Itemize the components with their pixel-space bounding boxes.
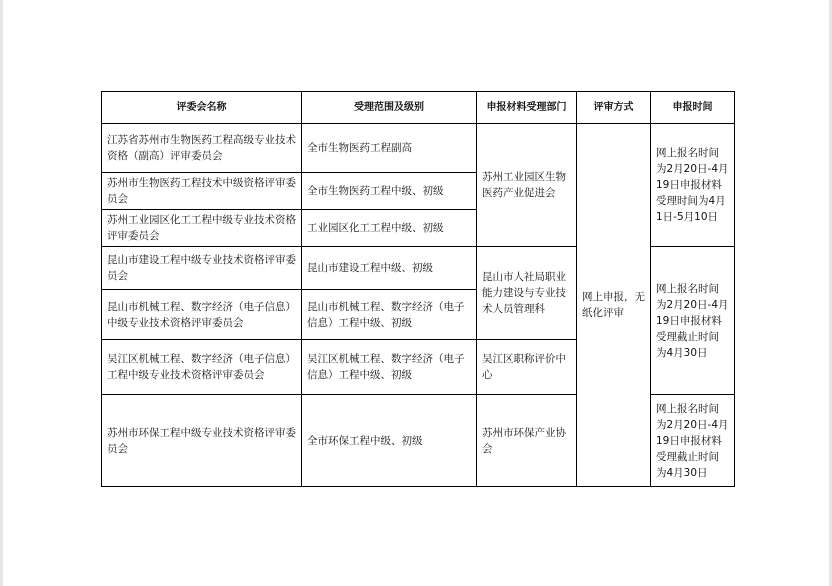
header-scope: 受理范围及级别 bbox=[302, 92, 477, 124]
time-cell: 网上报名时间为2月20日-4月19日申报材料受理时间为4月1日-5月10日 bbox=[651, 124, 735, 247]
time-cell: 网上报名时间为2月20日-4月19日申报材料受理截止时间为4月30日 bbox=[651, 247, 735, 395]
method-cell: 网上申报，无纸化评审 bbox=[577, 124, 651, 487]
review-committee-table bbox=[101, 91, 735, 487]
scope-cell: 吴江区机械工程、数字经济（电子信息）工程中级、初级 bbox=[302, 340, 477, 395]
header-time: 申报时间 bbox=[651, 92, 735, 124]
committee-cell: 苏州市环保工程中级专业技术资格评审委员会 bbox=[102, 395, 302, 487]
committee-cell: 吴江区机械工程、数字经济（电子信息）工程中级专业技术资格评审委员会 bbox=[102, 340, 302, 395]
scope-cell: 全市环保工程中级、初级 bbox=[302, 395, 477, 487]
header-method: 评审方式 bbox=[577, 92, 651, 124]
header-dept: 申报材料受理部门 bbox=[477, 92, 577, 124]
dept-cell: 吴江区职称评价中心 bbox=[477, 340, 577, 395]
table-row bbox=[102, 124, 735, 173]
dept-cell: 苏州工业园区生物医药产业促进会 bbox=[477, 124, 577, 247]
committee-cell: 昆山市建设工程中级专业技术资格评审委员会 bbox=[102, 247, 302, 290]
header-committee: 评委会名称 bbox=[102, 92, 302, 124]
scope-cell: 工业园区化工工程中级、初级 bbox=[302, 210, 477, 247]
time-cell: 网上报名时间为2月20日-4月19日申报材料受理截止时间为4月30日 bbox=[651, 395, 735, 487]
committee-cell: 苏州工业园区化工工程中级专业技术资格评审委员会 bbox=[102, 210, 302, 247]
scope-cell: 昆山市机械工程、数字经济（电子信息）工程中级、初级 bbox=[302, 290, 477, 340]
page-edge-left bbox=[0, 0, 3, 586]
table-header-row bbox=[102, 92, 735, 124]
scope-cell: 全市生物医药工程副高 bbox=[302, 124, 477, 173]
committee-cell: 昆山市机械工程、数字经济（电子信息）中级专业技术资格评审委员会 bbox=[102, 290, 302, 340]
dept-cell: 昆山市人社局职业能力建设与专业技术人员管理科 bbox=[477, 247, 577, 340]
committee-cell: 江苏省苏州市生物医药工程高级专业技术资格（副高）评审委员会 bbox=[102, 124, 302, 173]
scope-cell: 昆山市建设工程中级、初级 bbox=[302, 247, 477, 290]
scope-cell: 全市生物医药工程中级、初级 bbox=[302, 173, 477, 210]
committee-cell: 苏州市生物医药工程技术中级资格评审委员会 bbox=[102, 173, 302, 210]
dept-cell: 苏州市环保产业协会 bbox=[477, 395, 577, 487]
